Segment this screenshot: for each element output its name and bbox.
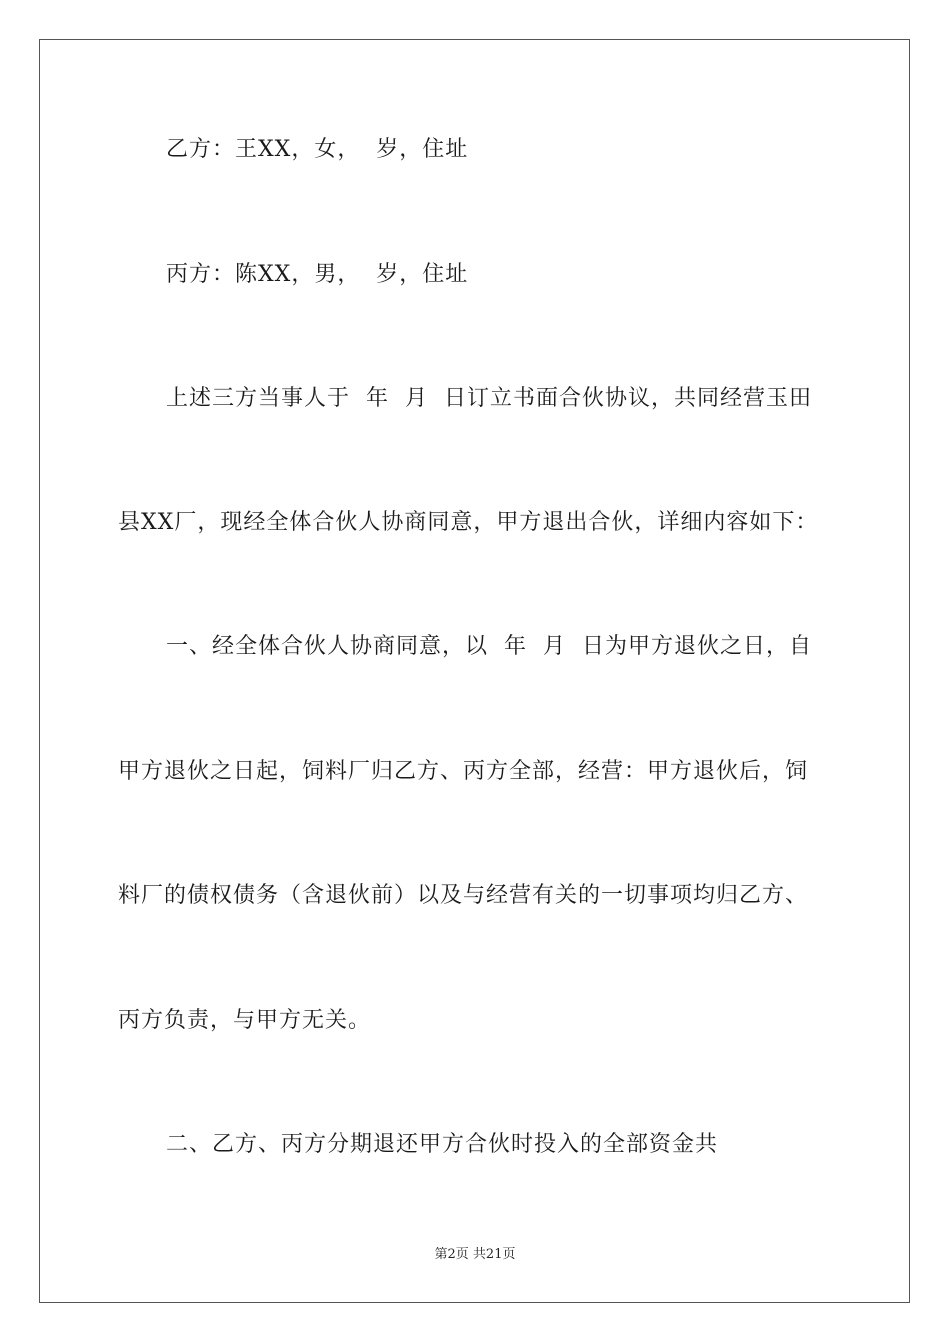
clause-one-line-1: 一、经全体合伙人协商同意，以 年 月 日为甲方退伙之日，自 [166,634,812,659]
page-border [39,39,910,1303]
clause-two-line-1: 二、乙方、丙方分期退还甲方合伙时投入的全部资金共 [166,1132,719,1157]
clause-one-line-2: 甲方退伙之日起，饲料厂归乙方、丙方全部，经营：甲方退伙后，饲 [118,759,809,784]
clause-one-line-3: 料厂的债权债务（含退伙前）以及与经营有关的一切事项均归乙方、 [118,883,809,908]
party-b-line: 乙方：王XX，女， 岁，住址 [166,137,469,162]
clause-one-line-4: 丙方负责，与甲方无关。 [118,1008,372,1033]
paragraph-intro-line-2: 县XX厂，现经全体合伙人协商同意，甲方退出合伙，详细内容如下： [118,510,819,535]
party-c-line: 丙方：陈XX，男， 岁，住址 [166,262,469,287]
paragraph-intro-line-1: 上述三方当事人于 年 月 日订立书面合伙协议，共同经营玉田 [166,386,812,411]
page-number-footer: 第2页 共21页 [434,1247,516,1262]
